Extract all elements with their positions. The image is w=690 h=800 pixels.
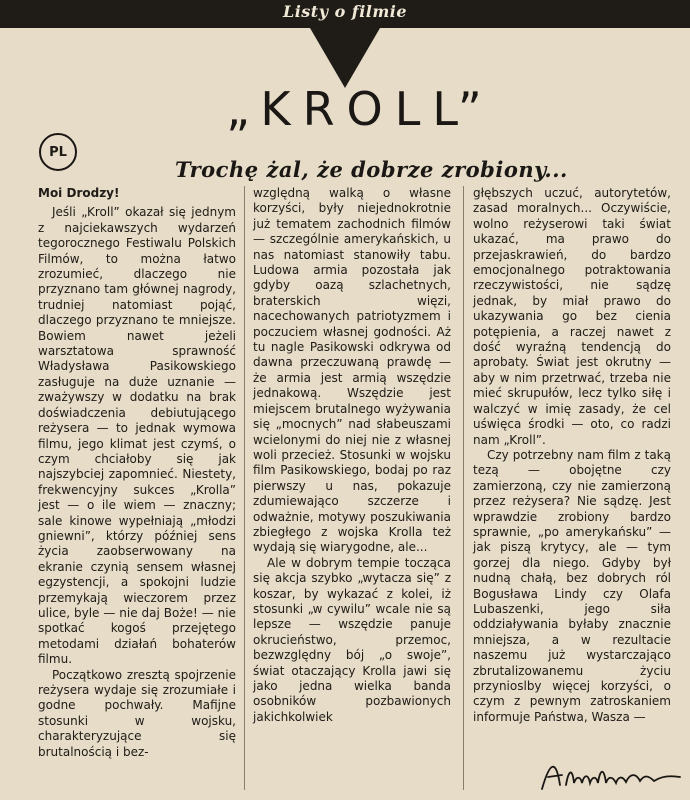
text-column-3	[473, 186, 671, 725]
signature-icon	[536, 755, 686, 795]
article-subtitle: Trochę żal, że dobrze zrobiony...	[175, 157, 568, 182]
salutation: Moi Drodzy!	[38, 186, 120, 200]
author-badge: PL	[39, 133, 77, 171]
text-column-1	[38, 186, 236, 760]
paragraph: Początkowo zresztą spojrzenie reżysera wydaje się zrozumiałe i godne pochwały. Mafijne stosunki w wojsku, charakteryzujące się brutalnością i bez-	[38, 667, 236, 759]
paragraph: Jeśli „Kroll” okazał się jednym z najciekawszych wydarzeń tegorocznego Festiwalu Polskich Filmów, to można łatwo zrozumieć, dlaczego nie przyznano tam głównej nagrody, trudniej natomiast pojąć, dlaczego przyznano te mniejsze. Bowiem nawet jeżeli warsztatowa sprawność Władysława Pasikowskiego zasługuje na duże uznanie — zważywszy w dodatku na brak doświadczenia debiutującego reżysera — to jednak wymowa filmu, jego klimat jest czymś, o czym chciałoby się jak najszybciej zapomnieć. Niestety, frekwencyjny sukces „Krolla” jest — o ile wiem — znaczny; sale kinowe wypełniają „młodzi gniewni”, którzy później sens życia zaobserwowany na ekranie czynią sensem własnej egzystencji, a spokojni ludzie przemykają wieczorem przez ulice, byle — nie daj Boże! — nie spotkać kogoś przejętego metodami działań bohaterów filmu.	[38, 205, 236, 667]
article-headline: „KROLL”	[226, 82, 494, 136]
paragraph: względną walką o własne korzyści, były niejednokrotnie już tematem zachodnich filmów — szczególnie amerykańskich, u nas natomiast stanowiły tabu. Ludowa armia pozostała jak gdyby oazą szlachetnych, braterskich więzi, nacechowanych patriotyzmem i poczuciem własnej godności. Aż tu nagle Pasikowski odkrywa od dawna przeczuwaną prawdę — że armia jest armią wszędzie jednakową. Wszędzie jest miejscem brutalnego wyżywania się „mocnych” nad słabeuszami wcielonymi do niej nie z własnej woli przecież. Stosunki w wojsku film Pasikowskiego, bodaj po raz pierwszy u nas, pokazuje zdumiewająco szczerze i odważnie, motywy poszukiwania zbiegłego z wojska Krolla też wydają się wiarygodne, ale...	[253, 186, 451, 555]
paragraph: Ale w dobrym tempie tocząca się akcja szybko „wytacza się” z koszar, by wykazać z kolei, iż stosunki „w cywilu” wcale nie są lepsze — wszędzie panuje okrucieństwo, przemoc, bezwzględny bój „o swoje”, świat otaczający Krolla jawi się jako jedna wielka banda osobników pozbawionych jakichkolwiek	[253, 555, 451, 724]
paragraph: Czy potrzebny nam film z taką tezą — obojętne czy zamierzoną, czy nie zamierzoną przez reżysera? Nie sądzę. Jest wprawdzie zrobiony bardzo sprawnie, „po amerykańsku” — jak piszą krytycy, ale — tym gorzej dla niego. Gdyby był nudną chałą, bez dobrych ról Bogusława Lindy czy Olafa Lubaszenki, jego siła oddziaływania byłaby znacznie mniejsza, a w rezultacie naszemu już wystarczająco zbrutalizowanemu życiu przynioslby więcej korzyści, o czym z pewnym zatroskaniem informuje Państwa, Wasza —	[473, 447, 671, 724]
column-divider	[463, 186, 464, 790]
text-column-2	[253, 186, 451, 725]
column-divider	[244, 186, 245, 790]
header-banner	[0, 0, 690, 88]
paragraph: głębszych uczuć, autorytetów, zasad moralnych... Oczywiście, wolno reżyserowi taki świat ukazać, ma prawo do przejaskrawień, do bardzo emocjonalnego potraktowania rzeczywistości, nie sądzę jednak, by miał prawo do ukazywania go bez cienia potępienia, a raczej nawet z dość wyraźną tendencją do aprobaty. Świat jest okrutny — aby w nim przetrwać, trzeba nie mieć skrupułów, lecz tylko siłę i walczyć w imię zasady, że cel uświęca środki — oto, co radzi nam „Kroll”.	[473, 186, 671, 447]
section-label: Listy o filmie	[282, 2, 408, 21]
